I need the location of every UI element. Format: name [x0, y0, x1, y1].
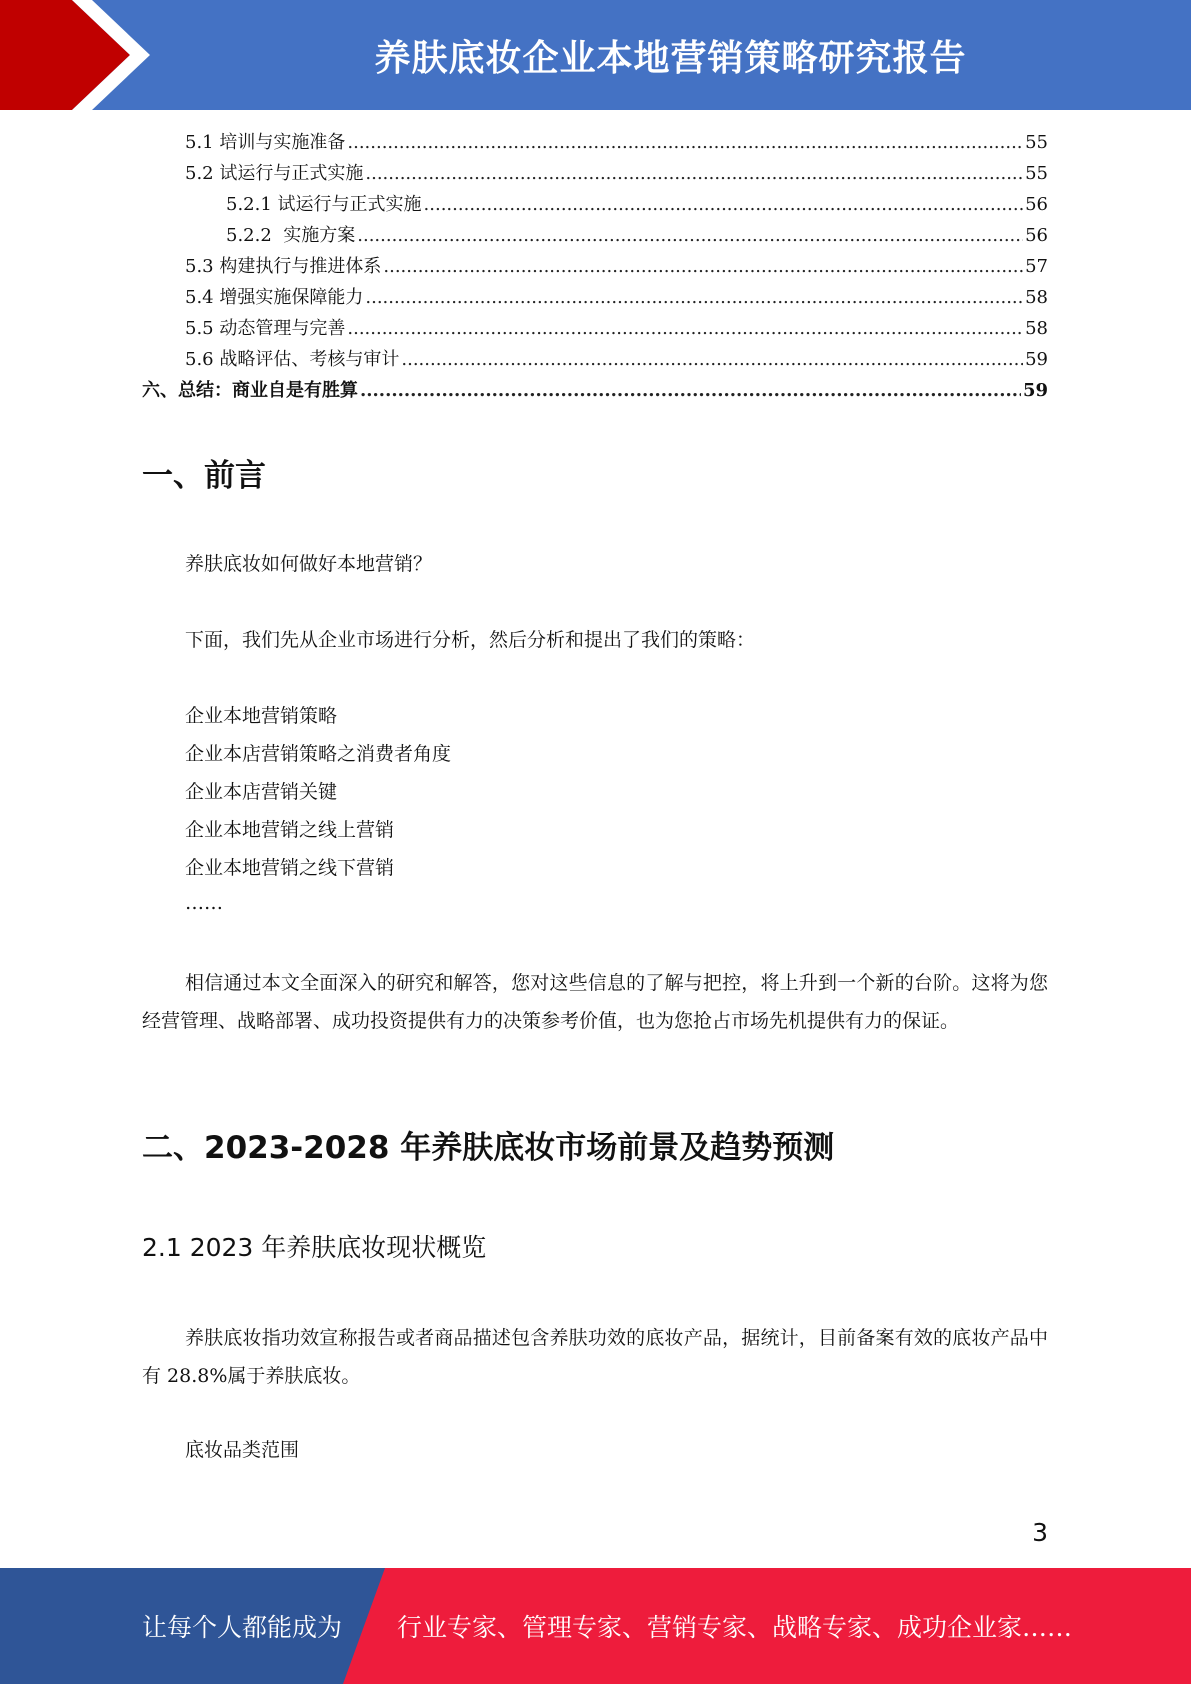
toc-entry-number: 5.2 [185, 163, 214, 184]
toc-entry-number: 5.2.1 [226, 194, 272, 215]
body-text: 养肤底妆如何做好本地营销？ [185, 553, 433, 575]
subsection-heading: 2.1 2023 年养肤底妆现状概览 [142, 1233, 487, 1262]
toc-entry-label: 动态管理与完善 [219, 318, 346, 339]
toc-entry-label: 实施方案 [283, 225, 356, 246]
list-item: 企业本店营销策略之消费者角度 [185, 743, 452, 765]
page-footer [0, 1568, 1191, 1684]
toc-entry-number: 5.2.2 [226, 225, 272, 246]
toc-entry-number: 5.5 [185, 318, 214, 339]
toc-leader-dots [365, 163, 1023, 184]
toc-entry-number: 六、 [142, 380, 178, 401]
header-arrow-decoration [0, 0, 160, 110]
toc-entry-page: 55 [1025, 132, 1048, 153]
toc-entry-page: 58 [1025, 287, 1048, 308]
toc-entry-page: 59 [1025, 349, 1048, 370]
toc-entry[interactable] [226, 190, 1048, 218]
toc-entry-page: 59 [1022, 380, 1048, 401]
toc-entry-label: 试运行与正式实施 [277, 194, 422, 215]
toc-entry[interactable] [185, 128, 1048, 156]
figure-caption: 底妆品类范围 [185, 1439, 300, 1461]
page-header [0, 0, 1191, 110]
toc-entry-number: 5.1 [185, 132, 214, 153]
toc-leader-dots [424, 194, 1024, 215]
toc-entry[interactable] [142, 376, 1048, 404]
toc-entry-label: 构建执行与推进体系 [219, 256, 382, 277]
list-item: …… [185, 892, 223, 914]
toc-leader-dots [401, 349, 1023, 370]
toc-leader-dots [347, 318, 1023, 339]
toc-entry-number: 5.3 [185, 256, 214, 277]
section-heading: 二、2023-2028 年养肤底妆市场前景及趋势预测 [142, 1130, 835, 1166]
footer-slogan-left: 让每个人都能成为 [142, 1613, 343, 1642]
toc-entry-number: 5.6 [185, 349, 214, 370]
toc-entry-page: 57 [1025, 256, 1048, 277]
toc-leader-dots [365, 287, 1023, 308]
toc-entry-number: 5.4 [185, 287, 214, 308]
toc-leader-dots [360, 380, 1021, 401]
list-item: 企业本地营销之线下营销 [185, 857, 395, 879]
section-heading: 一、前言 [142, 458, 266, 494]
toc-leader-dots [347, 132, 1023, 153]
toc-entry[interactable] [226, 221, 1048, 249]
toc-entry-page: 56 [1025, 225, 1048, 246]
toc-entry-label: 增强实施保障能力 [219, 287, 364, 308]
toc-entry-label: 战略评估、考核与审计 [219, 349, 400, 370]
body-text: 下面，我们先从企业市场进行分析，然后分析和提出了我们的策略： [185, 629, 756, 651]
toc-entry[interactable] [185, 314, 1048, 342]
list-item: 企业本地营销之线上营销 [185, 819, 395, 841]
body-paragraph: 养肤底妆指功效宣称报告或者商品描述包含养肤功效的底妆产品，据统计，目前备案有效的底妆产品中有 28.8%属于养肤底妆。 [142, 1327, 1048, 1387]
toc-entry[interactable] [185, 345, 1048, 373]
page-number: 3 [1032, 1518, 1048, 1547]
toc-leader-dots [357, 225, 1023, 246]
toc-entry-label: 总结：商业自是有胜算 [178, 380, 358, 401]
list-item: 企业本店营销关键 [185, 781, 338, 803]
toc-entry[interactable] [185, 252, 1048, 280]
toc-entry-page: 56 [1025, 194, 1048, 215]
toc-entry-page: 55 [1025, 163, 1048, 184]
toc-entry-label: 试运行与正式实施 [219, 163, 364, 184]
toc-entry-label: 培训与实施准备 [219, 132, 346, 153]
list-item: 企业本地营销策略 [185, 705, 338, 727]
footer-slogan-right: 行业专家、管理专家、营销专家、战略专家、成功企业家…… [397, 1613, 1073, 1642]
toc-entry[interactable] [185, 159, 1048, 187]
report-title: 养肤底妆企业本地营销策略研究报告 [374, 37, 967, 79]
toc-entry-page: 58 [1025, 318, 1048, 339]
toc-leader-dots [383, 256, 1023, 277]
toc-entry[interactable] [185, 283, 1048, 311]
body-paragraph: 相信通过本文全面深入的研究和解答，您对这些信息的了解与把控，将上升到一个新的台阶。这将为您经营管理、战略部署、成功投资提供有力的决策参考价值，也为您抢占市场先机提供有力的保证。 [142, 972, 1048, 1032]
